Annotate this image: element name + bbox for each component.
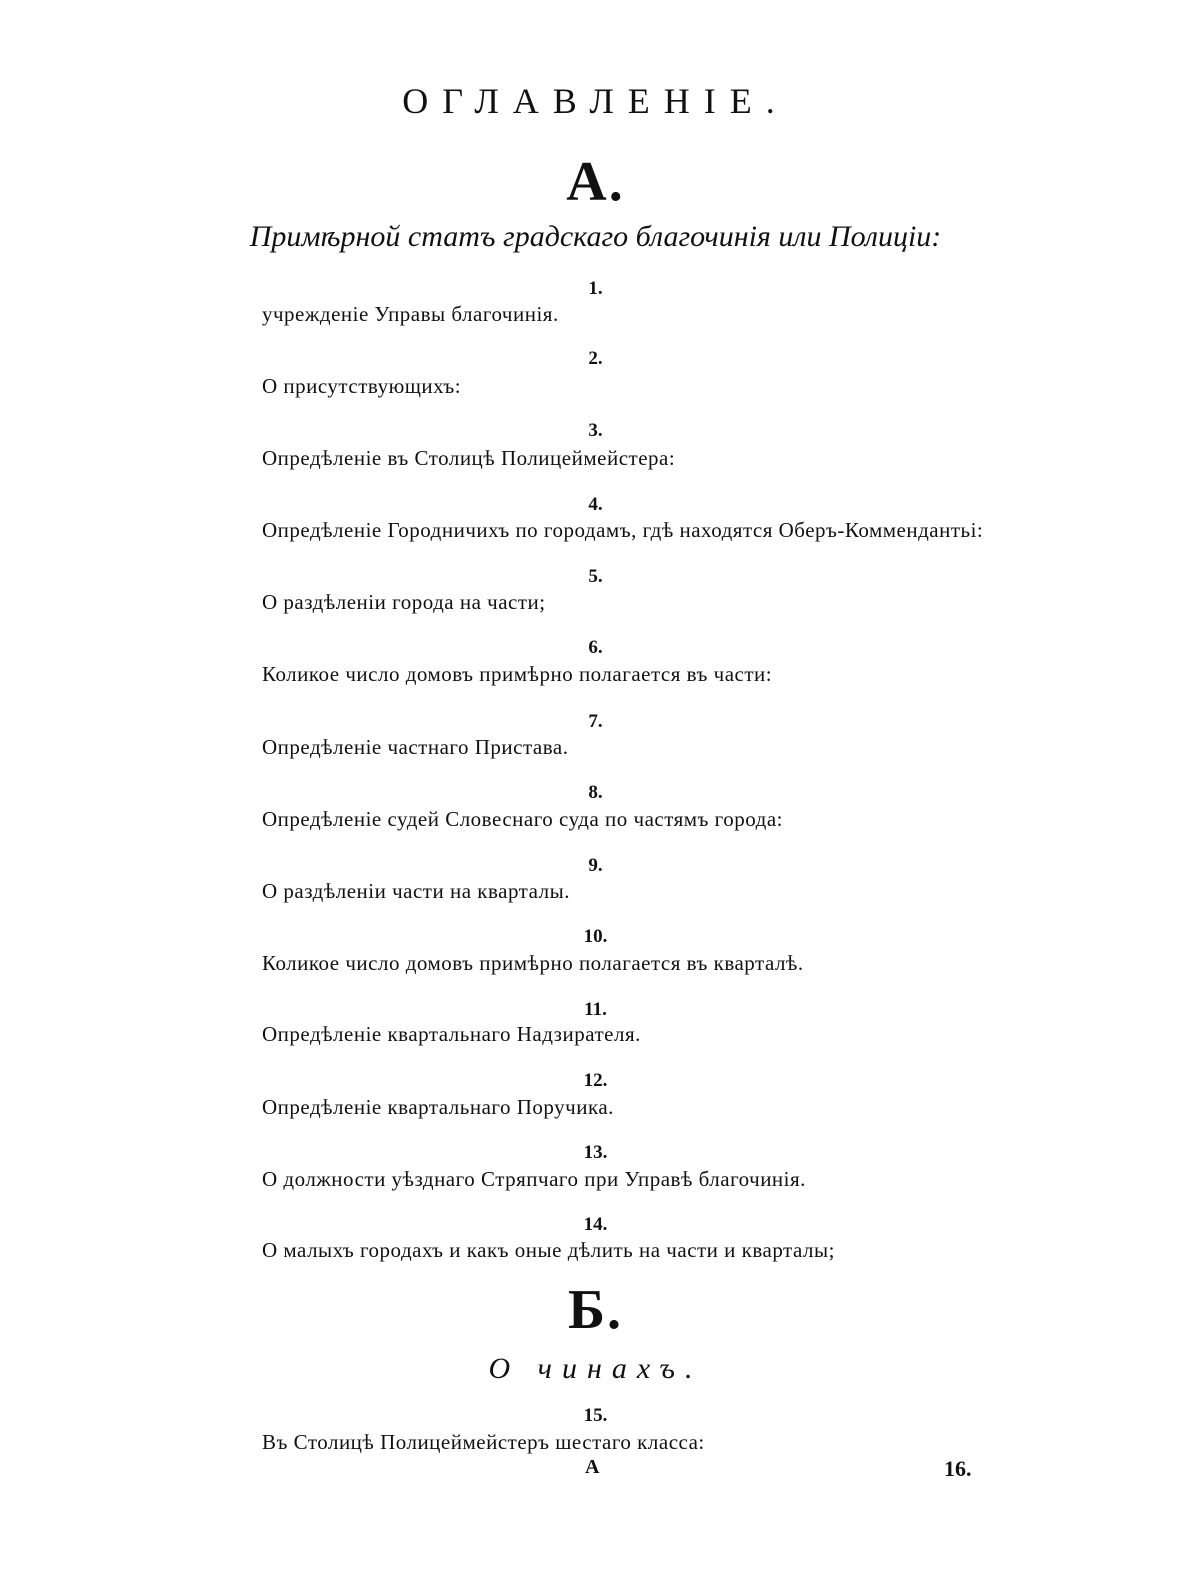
section-number: 7. — [588, 711, 603, 732]
section-number: 5. — [588, 566, 603, 587]
section-number: 12. — [583, 1070, 608, 1091]
toc-entry: Въ Столицѣ Полицеймейстеръ шестаго класса: — [262, 1430, 705, 1454]
catchword: 16. — [944, 1456, 972, 1481]
section-a-letter: А. — [566, 151, 625, 213]
section-b-letter: Б. — [567, 1279, 624, 1341]
toc-entry: Опредѣленіе Городничихъ по городамъ, гдѣ находятся Оберъ-Коммендантьі: — [262, 518, 984, 542]
toc-entry: Опредѣленіе квартальнаго Надзирателя. — [262, 1022, 641, 1046]
toc-entry: О раздѣленіи города на части; — [262, 590, 546, 614]
section-number: 15. — [583, 1405, 608, 1426]
toc-entry: учрежденіе Управы благочинія. — [262, 302, 559, 326]
section-number: 3. — [588, 420, 603, 441]
section-number: 14. — [583, 1214, 608, 1235]
toc-entry: Опредѣленіе частнаго Пристава. — [262, 735, 569, 759]
toc-entry: Опредѣленіе квартальнаго Поручика. — [262, 1095, 614, 1119]
toc-entry: О раздѣленіи части на кварталы. — [262, 879, 570, 903]
section-number: 11. — [584, 999, 607, 1020]
toc-entry: О малыхъ городахъ и какъ оные дѣлить на части и кварталы; — [262, 1238, 835, 1262]
toc-entry: Коликое число домовъ примѣрно полагается въ кварталѣ. — [262, 951, 804, 975]
section-number: 6. — [588, 637, 603, 658]
section-number: 9. — [588, 855, 603, 876]
section-a-subtitle: Примѣрной статъ градскаго благочинія или Полиціи: — [249, 220, 942, 253]
printer-signature-mark: А — [585, 1456, 600, 1478]
toc-entry: О присутствующихъ: — [262, 374, 462, 398]
section-number: 8. — [588, 782, 603, 803]
section-number: 1. — [588, 278, 603, 299]
section-number: 10. — [583, 926, 608, 947]
section-number: 4. — [588, 494, 603, 515]
section-number: 2. — [588, 348, 603, 369]
section-number: 13. — [583, 1142, 608, 1163]
toc-entry: О должности уѣзднаго Стряпчаго при Управѣ благочинія. — [262, 1167, 806, 1191]
section-b-subtitle: О чинахъ. — [488, 1352, 703, 1385]
page-title: ОГЛАВЛЕНІЕ. — [402, 81, 789, 121]
toc-entry: Коликое число домовъ примѣрно полагается въ части: — [262, 662, 773, 686]
toc-entry: Опредѣленіе въ Столицѣ Полицеймейстера: — [262, 446, 676, 470]
toc-entry: Опредѣленіе судей Словеснаго суда по частямъ города: — [262, 807, 783, 831]
